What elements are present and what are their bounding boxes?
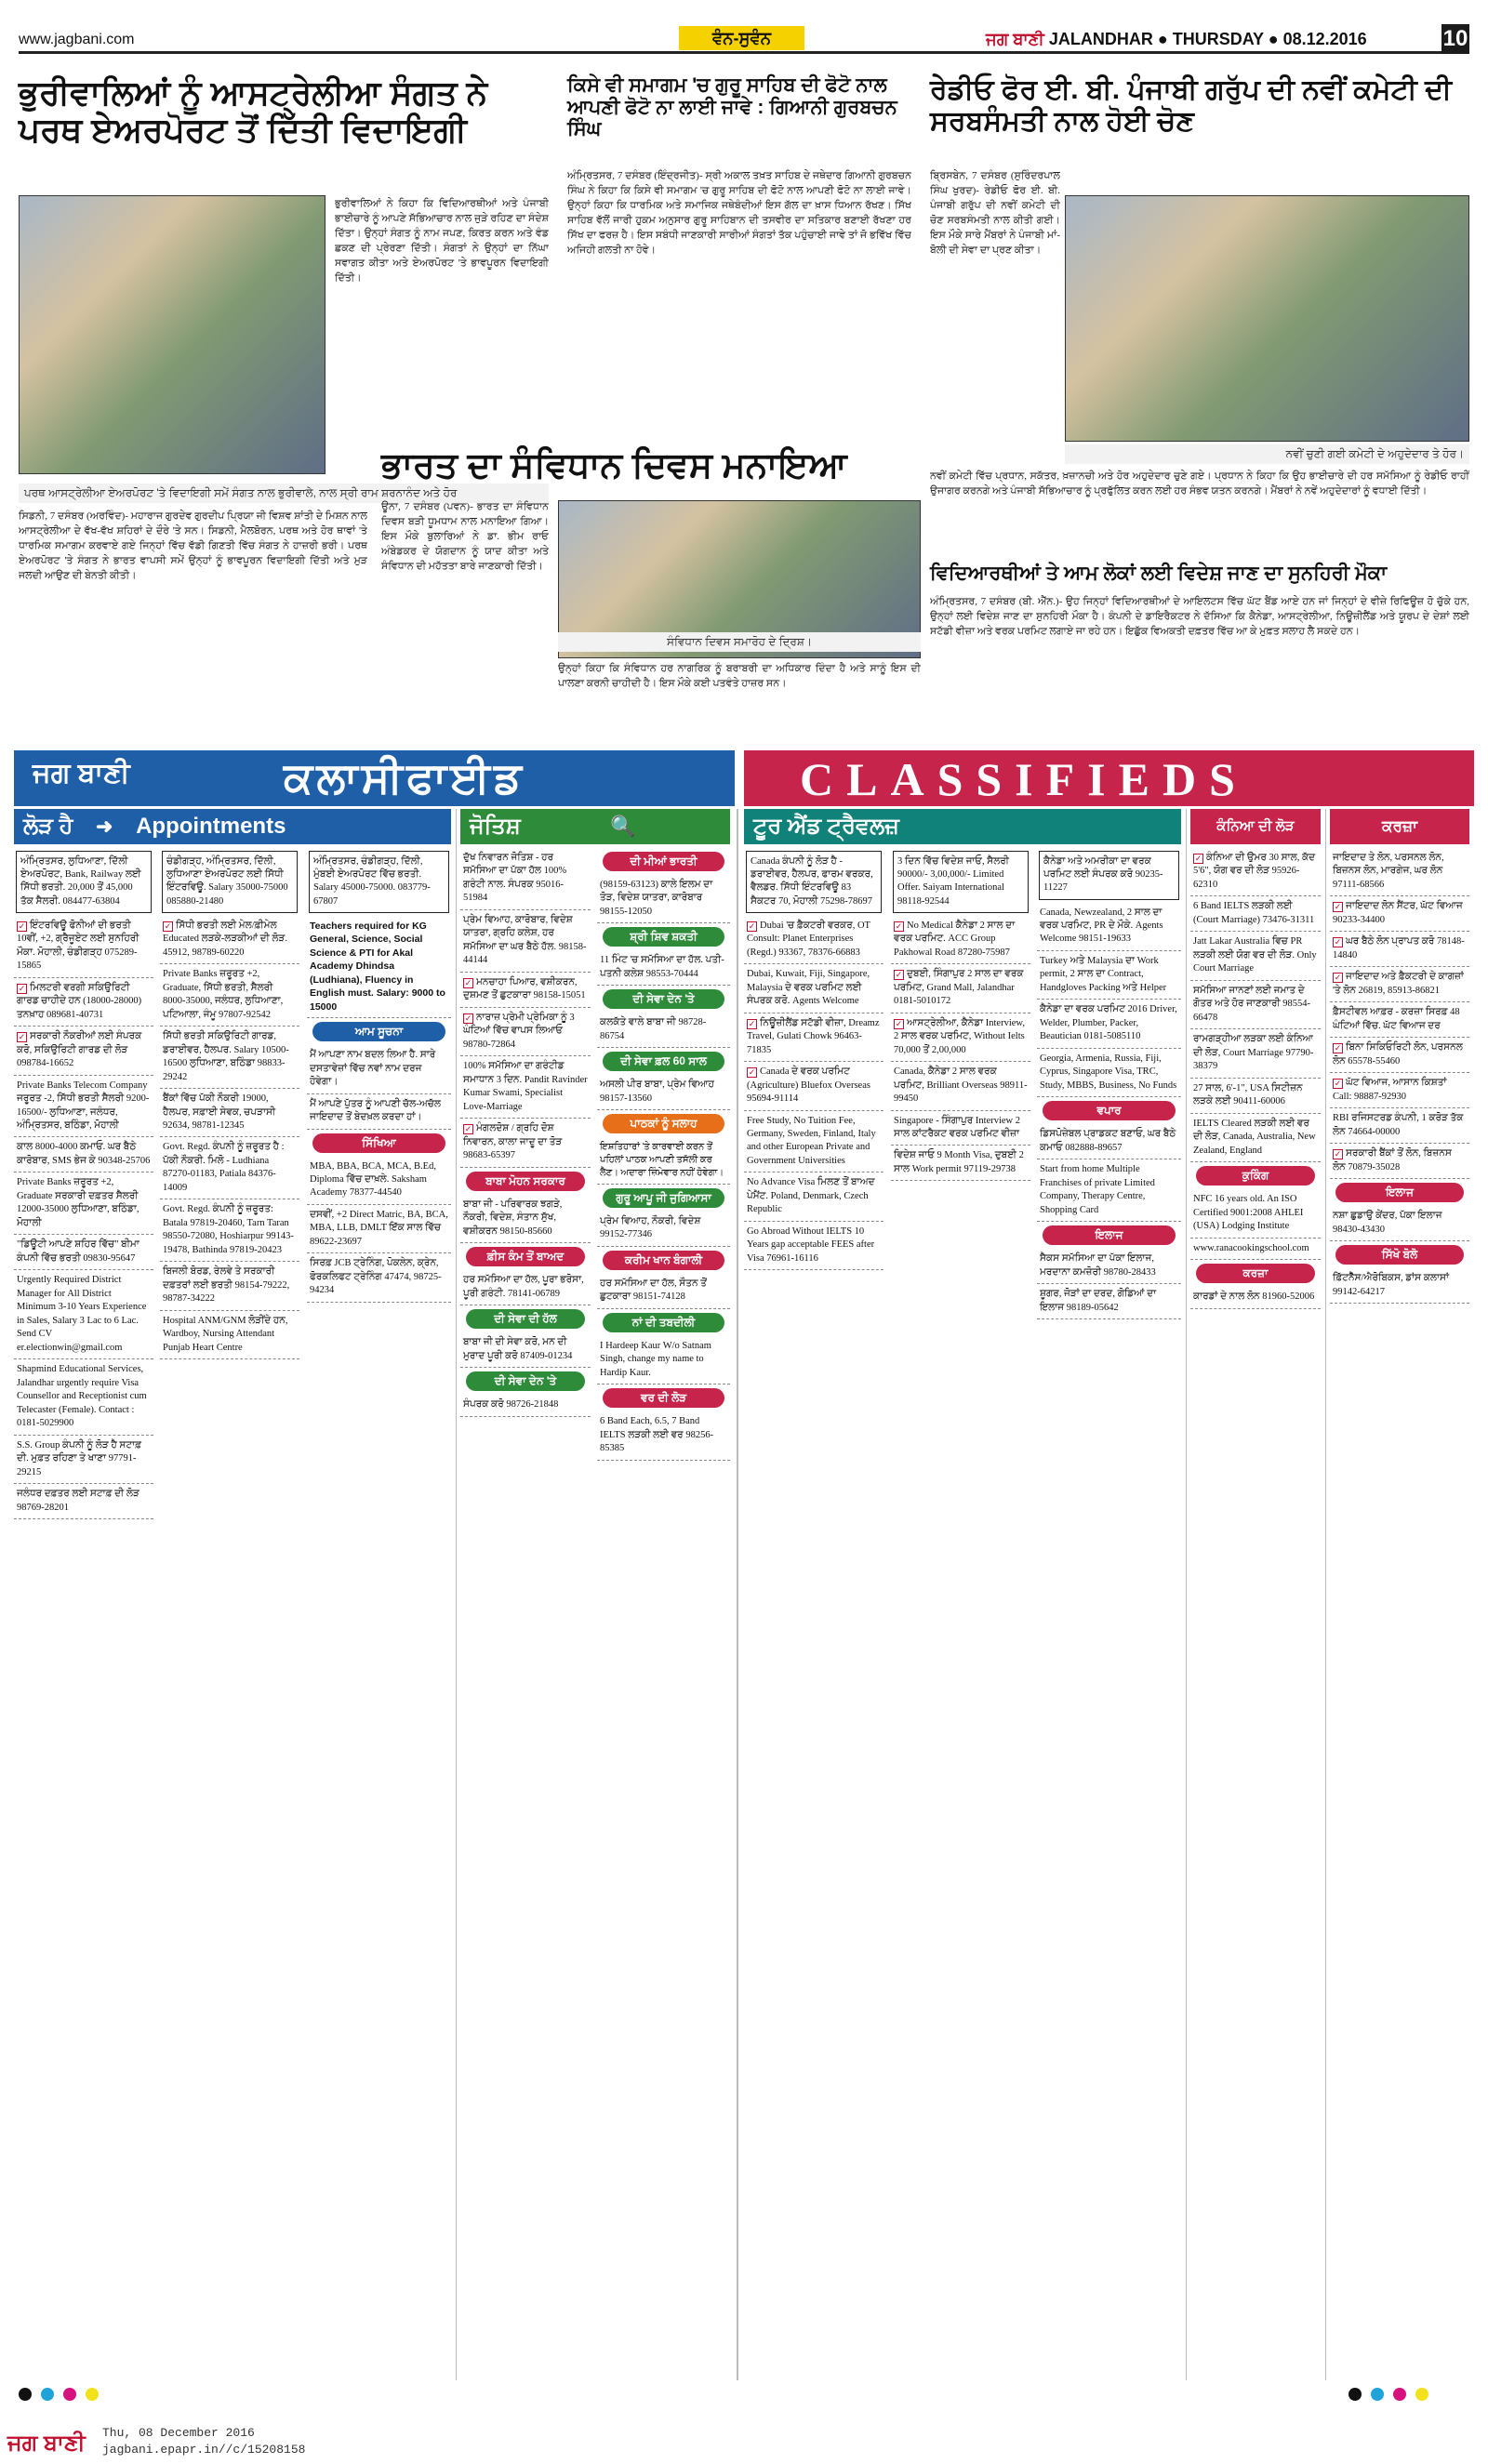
classified-ad[interactable]: IELTS Cleared ਲੜਕੀ ਲਈ ਵਰ ਦੀ ਲੋੜ, Canada, Australia, New Zealand, England — [1190, 1114, 1321, 1162]
classified-ad[interactable]: ਦਸਵੀਂ, +2 Direct Matric, BA, BCA, MBA, LLB, DMLT ਇੱਕ ਸਾਲ ਵਿੱਚ 89622-23697 — [307, 1205, 451, 1253]
site-url[interactable]: www.jagbani.com — [19, 32, 135, 47]
classified-ad[interactable]: ਮੈਂ ਆਪਣਾ ਨਾਮ ਬਦਲ ਲਿਆ ਹੈ. ਸਾਰੇ ਦਸਤਾਵੇਜ਼ਾਂ ਵਿੱਚ ਨਵਾਂ ਨਾਮ ਦਰਜ ਹੋਵੇਗਾ। — [307, 1045, 451, 1093]
subsection-label: ਵਰ ਦੀ ਲੋੜ — [603, 1388, 724, 1408]
classified-title-english: CLASSIFIEDS — [800, 753, 1248, 805]
classified-ad[interactable]: ✓ ਸਰਕਾਰੀ ਬੈਂਕਾਂ ਤੋਂ ਲੋਨ, ਬਿਜ਼ਨਸ ਲੋਨ 70879-35028 — [1330, 1144, 1469, 1179]
subsection-label: ਦੀ ਸੇਵਾ ਦੇਨ 'ਤੇ — [603, 989, 724, 1009]
classified-ad[interactable]: Turkey ਅਤੇ Malaysia ਦਾ Work permit, 2 ਸਾਲ ਦਾ Contract, Handgloves Packing ਅਤੇ Helper — [1037, 951, 1181, 1000]
registration-dot — [1348, 2388, 1362, 2401]
classified-ad[interactable]: 6 Band Each, 6.5, 7 Band IELTS ਲੜਕੀ ਲਈ ਵਰ 98256-85385 — [597, 1411, 730, 1460]
classified-ad[interactable]: 100% ਸਮੱਸਿਆ ਦਾ ਗਰੰਟੀਡ ਸਮਾਧਾਨ 3 ਦਿਨ. Pandit Ravinder Kumar Swami, Specialist Love-Marriage — [460, 1056, 591, 1119]
check-icon: ✓ — [464, 1013, 472, 1023]
check-icon: ✓ — [895, 1018, 903, 1028]
story-body: ਭੁਰੀਵਾਲਿਆਂ ਨੇ ਕਿਹਾ ਕਿ ਵਿਦਿਆਰਥੀਆਂ ਅਤੇ ਪੰਜਾਬੀ ਭਾਈਚਾਰੇ ਨੂੰ ਆਪਣੇ ਸੱਭਿਆਚਾਰ ਨਾਲ ਜੁੜੇ ਰਹਿਣ ਦਾ ਸੰਦੇਸ਼ ਦਿੱਤਾ। ਉਨ੍ਹਾਂ ਸੰਗਤ ਨੂੰ ਨਾਮ ਜਪਣ, ਕਿਰਤ ਕਰਨ ਅਤੇ ਵੰਡ ਛਕਣ ਦੀ ਪ੍ਰੇਰਣਾ ਦਿੱਤੀ। ਸੰਗਤਾਂ ਨੇ ਉਨ੍ਹਾਂ ਦਾ ਨਿੱਘਾ ਸਵਾਗਤ ਕੀਤਾ ਅਤੇ ਏਅਰਪੋਰਟ 'ਤੇ ਭਾਵਪੂਰਨ ਵਿਦਾਇਗੀ ਦਿੱਤੀ। — [335, 198, 549, 284]
classified-ad[interactable]: Hospital ANM/GNM ਲੋੜੀਂਦੇ ਹਨ, Wardboy, Nursing Attendant Punjab Heart Centre — [160, 1311, 299, 1359]
classified-right-band — [744, 750, 1474, 806]
page-number: 10 — [1442, 24, 1469, 54]
paper-logo: ਜਗ ਬਾਣੀ — [986, 30, 1044, 48]
classified-ad[interactable]: ਕਾਰਡਾਂ ਦੇ ਨਾਲ ਲੋਨ 81960-52006 — [1190, 1287, 1321, 1308]
classified-ad[interactable]: ਜਲੰਧਰ ਦਫ਼ਤਰ ਲਈ ਸਟਾਫ਼ ਦੀ ਲੋੜ 98769-28201 — [14, 1484, 153, 1519]
check-icon: ✓ — [748, 1018, 756, 1028]
column-divider — [1186, 809, 1187, 2380]
check-icon: ✓ — [18, 1032, 26, 1042]
column-header-travel[interactable] — [744, 809, 1181, 844]
check-icon: ✓ — [1334, 937, 1342, 947]
classified-ad[interactable]: 3 ਦਿਨ ਵਿੱਚ ਵਿਦੇਸ਼ ਜਾਓ, ਸੈਲਰੀ 90000/- 3,00,000/- Limited Offer. Saiyam International 98118-92544 — [893, 851, 1029, 913]
classified-ad[interactable]: (98159-63123) ਕਾਲੇ ਇਲਮ ਦਾ ਤੋੜ, ਵਿਦੇਸ਼ ਯਾਤਰਾ, ਕਾਰੋਬਾਰ 98155-12050 — [597, 875, 730, 923]
classified-ad[interactable]: ✓ ਘਰ ਬੈਠੇ ਲੋਨ ਪ੍ਰਾਪਤ ਕਰੋ 78148-14840 — [1330, 932, 1469, 967]
classified-ad[interactable]: www.ranacookingschool.com — [1190, 1239, 1321, 1260]
ads-column — [1190, 848, 1321, 2382]
story-headline[interactable]: ਰੇਡੀਓ ਫੋਰ ਈ. ਬੀ. ਪੰਜਾਬੀ ਗਰੁੱਪ ਦੀ ਨਵੀਂ ਕਮੇਟੀ ਦੀ ਸਰਬਸੰਮਤੀ ਨਾਲ ਹੋਈ ਚੋਣ — [930, 74, 1452, 137]
check-icon: ✓ — [1334, 1149, 1342, 1159]
column-title-english: Appointments — [136, 814, 286, 839]
magnifier-icon: 🔍 — [610, 815, 636, 838]
classified-ad[interactable]: Jatt Lakar Australia ਵਿਚ PR ਲੜਕੀ ਲਈ ਯੋਗ ਵਰ ਦੀ ਲੋੜ. Only Court Marriage — [1190, 932, 1321, 980]
story-body: ਅੰਮ੍ਰਿਤਸਰ, 7 ਦਸੰਬਰ (ਬੀ. ਐੱਨ.)- ਉਹ ਜਿਨ੍ਹਾਂ ਵਿਦਿਆਰਥੀਆਂ ਦੇ ਆਇਲਟਸ ਵਿੱਚ ਘੱਟ ਬੈਂਡ ਆਏ ਹਨ ਜਾਂ ਜਿਨ੍ਹਾਂ ਦੇ ਵੀਜ਼ੇ ਰਿਫਿਊਜ਼ ਹੋ ਚੁੱਕੇ ਹਨ, ਉਨ੍ਹਾਂ ਲਈ ਵਿਦੇਸ਼ ਜਾਣ ਦਾ ਸੁਨਹਿਰੀ ਮੌਕਾ ਹੈ। ਕੰਪਨੀ ਦੇ ਡਾਇਰੈਕਟਰ ਨੇ ਦੱਸਿਆ ਕਿ ਕੈਨੇਡਾ, ਆਸਟ੍ਰੇਲੀਆ, ਨਿਊਜ਼ੀਲੈਂਡ ਅਤੇ ਯੂਰਪ ਦੇ ਦੇਸ਼ਾਂ ਲਈ ਸਟੱਡੀ ਵੀਜ਼ਾ ਅਤੇ ਵਰਕ ਪਰਮਿਟ ਲਗਾਏ ਜਾ ਰਹੇ ਹਨ। ਇਛੁੱਕ ਵਿਅਕਤੀ ਦਫ਼ਤਰ ਵਿੱਚ ਆ ਕੇ ਮੁਫ਼ਤ ਸਲਾਹ ਲੈ ਸਕਦੇ ਹਨ। — [930, 596, 1469, 637]
footer-meta — [102, 2425, 305, 2457]
classified-ad[interactable]: ✓ ਬਿਨਾ ਸਿਕਿਓਰਿਟੀ ਲੋਨ, ਪਰਸਨਲ ਲੋਨ 65578-55460 — [1330, 1038, 1469, 1073]
classified-ad[interactable]: ✓ ਆਸਟ੍ਰੇਲੀਆ, ਕੈਨੇਡਾ Interview, 2 ਸਾਲ ਵਰਕ ਪਰਮਿਟ, Without Ielts 70,000 ਤੋਂ 2,00,000 — [891, 1013, 1030, 1062]
classified-ad[interactable]: Singapore - ਸਿੰਗਾਪੁਰ Interview 2 ਸਾਲ ਕਾਂਟਰੈਕਟ ਵਰਕ ਪਰਮਿਟ ਵੀਜ਼ਾ — [891, 1111, 1030, 1146]
story-headline[interactable]: ਵਿਦਿਆਰਥੀਆਂ ਤੇ ਆਮ ਲੋਕਾਂ ਲਈ ਵਿਦੇਸ਼ ਜਾਣ ਦਾ ਸੁਨਹਿਰੀ ਮੌਕਾ — [930, 563, 1388, 584]
ads-column — [1330, 848, 1469, 2382]
classified-ad[interactable]: ਬਿਜਲੀ ਬੋਰਡ, ਰੇਲਵੇ ਤੇ ਸਰਕਾਰੀ ਦਫ਼ਤਰਾਂ ਲਈ ਭਰਤੀ 98154-79222, 98787-34222 — [160, 1262, 299, 1310]
classified-ad[interactable]: ✓ ਇੰਟਰਵਿਊ ਫੋਨੀਆਂ ਦੀ ਭਰਤੀ 10ਵੀਂ, +2, ਗ੍ਰੈਜੂਏਟ ਲਈ ਸੁਨਹਿਰੀ ਮੌਕਾ. ਮੋਹਾਲੀ, ਚੰਡੀਗੜ੍ਹ 075289-15865 — [14, 916, 153, 978]
classified-ad[interactable]: Private Banks Telecom Company ਜਰੂਰਤ -2, ਸਿੱਧੀ ਭਰਤੀ ਸੈਲਰੀ 9200-16500/- ਲੁਧਿਆਣਾ, ਜਲੰਧਰ, ਅੰਮ੍ਰਿਤਸਰ, ਬਠਿੰਡਾ, ਮੋਹਾਲੀ — [14, 1076, 153, 1138]
classified-ad[interactable]: ✓ ਮਿਲਟਰੀ ਵਰਗੀ ਸਕਿਉਰਿਟੀ ਗਾਰਡ ਚਾਹੀਦੇ ਹਨ (18000-28000) ਤਨਖ਼ਾਹ 089681-40731 — [14, 978, 153, 1027]
classified-ad[interactable]: ✓ ਜਾਇਦਾਦ ਲੋਨ ਸੈਂਟਰ, ਘੱਟ ਵਿਆਜ 90233-34400 — [1330, 896, 1469, 932]
registration-dot — [1415, 2388, 1428, 2401]
photo-caption: ਨਵੀਂ ਚੁਣੀ ਗਈ ਕਮੇਟੀ ਦੇ ਅਹੁਦੇਦਾਰ ਤੇ ਹੋਰ। — [1065, 444, 1469, 464]
print-registration-marks — [1348, 2388, 1434, 2405]
story-body: ਬ੍ਰਿਸਬੇਨ, 7 ਦਸੰਬਰ (ਸੁਰਿੰਦਰਪਾਲ ਸਿੰਘ ਖੁਰਦ)- ਰੇਡੀਓ ਫੋਰ ਈ. ਬੀ. ਪੰਜਾਬੀ ਗਰੁੱਪ ਦੀ ਨਵੀਂ ਕਮੇਟੀ ਦੀ ਚੋਣ ਸਰਬਸੰਮਤੀ ਨਾਲ ਕੀਤੀ ਗਈ। ਇਸ ਮੌਕੇ ਸਾਰੇ ਮੈਂਬਰਾਂ ਨੇ ਪੰਜਾਬੀ ਮਾਂ-ਬੋਲੀ ਦੀ ਸੇਵਾ ਦਾ ਪ੍ਰਣ ਕੀਤਾ। — [930, 170, 1060, 256]
classified-ad[interactable]: ✓ ਸਰਕਾਰੀ ਨੌਕਰੀਆਂ ਲਈ ਸੰਪਰਕ ਕਰੋ, ਸਕਿਉਰਿਟੀ ਗਾਰਡ ਦੀ ਲੋੜ 098784-16652 — [14, 1027, 153, 1075]
check-icon: ✓ — [1194, 854, 1202, 863]
classified-ad[interactable]: ✓ ਸਿੱਧੀ ਭਰਤੀ ਲਈ ਮੇਲ/ਫ਼ੀਮੇਲ Educated ਲੜਕੇ-ਲੜਕੀਆਂ ਦੀ ਲੋੜ. 45912, 98789-60220 — [160, 916, 299, 964]
classified-ad[interactable]: ਅੰਮ੍ਰਿਤਸਰ, ਚੰਡੀਗੜ੍ਹ, ਦਿੱਲੀ, ਮੁੰਬਈ ਏਅਰਪੋਰਟ ਵਿੱਚ ਭਰਤੀ. Salary 45000-75000. 083779-67807 — [309, 851, 449, 913]
classified-ad[interactable]: ਡਿਸਪੋਜ਼ੇਬਲ ਪ੍ਰਾਡਕਟ ਬਣਾਓ, ਘਰ ਬੈਠੇ ਕਮਾਓ 082888-89657 — [1037, 1124, 1181, 1159]
classified-ad[interactable]: I Hardeep Kaur W/o Satnam Singh, change my name to Hardip Kaur. — [597, 1336, 730, 1384]
story-body: ਨਵੀਂ ਕਮੇਟੀ ਵਿੱਚ ਪ੍ਰਧਾਨ, ਸਕੱਤਰ, ਖ਼ਜ਼ਾਨਚੀ ਅਤੇ ਹੋਰ ਅਹੁਦੇਦਾਰ ਚੁਣੇ ਗਏ। ਪ੍ਰਧਾਨ ਨੇ ਕਿਹਾ ਕਿ ਉਹ ਭਾਈਚਾਰੇ ਦੀ ਹਰ ਸਮੱਸਿਆ ਨੂੰ ਰੇਡੀਓ ਰਾਹੀਂ ਉਜਾਗਰ ਕਰਨਗੇ ਅਤੇ ਪੰਜਾਬੀ ਸੱਭਿਆਚਾਰ ਨੂੰ ਪ੍ਰਫੁੱਲਿਤ ਕਰਨ ਲਈ ਹਰ ਸੰਭਵ ਯਤਨ ਕਰਨਗੇ। ਮੈਂਬਰਾਂ ਨੇ ਨਵੇਂ ਅਹੁਦੇਦਾਰਾਂ ਨੂੰ ਵਧਾਈ ਦਿੱਤੀ। — [930, 470, 1469, 497]
classified-ad[interactable]: ✓ ਨਾਰਾਜ਼ ਪ੍ਰੇਮੀ ਪ੍ਰੇਮਿਕਾ ਨੂੰ 3 ਘੰਟਿਆਂ ਵਿੱਚ ਵਾਪਸ ਲਿਆਓ 98780-72864 — [460, 1008, 591, 1056]
story-body: ਸਿਡਨੀ, 7 ਦਸੰਬਰ (ਅਰਵਿੰਦ)- ਮਹਾਰਾਜ ਗੁਰਦੇਵ ਗੁਰਦੀਪ ਪ੍ਰਿਯਾ ਜੀ ਵਿਸ਼ਵ ਸ਼ਾਂਤੀ ਦੇ ਮਿਸ਼ਨ ਨਾਲ ਆਸਟ੍ਰੇਲੀਆ ਦੇ ਵੱਖ-ਵੱਖ ਸ਼ਹਿਰਾਂ ਦੇ ਦੌਰੇ 'ਤੇ ਸਨ। ਸਿਡਨੀ, ਮੈਲਬੋਰਨ, ਪਰਥ ਅਤੇ ਹੋਰ ਥਾਵਾਂ 'ਤੇ ਧਾਰਮਿਕ ਸਮਾਗਮ ਕਰਵਾਏ ਗਏ ਜਿਨ੍ਹਾਂ ਵਿੱਚ ਵੱਡੀ ਗਿਣਤੀ ਵਿੱਚ ਸੰਗਤ ਨੇ ਹਾਜ਼ਰੀ ਭਰੀ। ਪਰਥ ਏਅਰਪੋਰਟ 'ਤੇ ਸੰਗਤ ਨੇ ਭਾਰਤ ਵਾਪਸੀ ਸਮੇਂ ਉਨ੍ਹਾਂ ਨੂੰ ਭਾਵਪੂਰਨ ਵਿਦਾਇਗੀ ਦਿੱਤੀ ਅਤੇ ਮੁੜ ਜਲਦੀ ਆਉਣ ਦੀ ਬੇਨਤੀ ਕੀਤੀ। — [19, 510, 367, 581]
subsection-label: ਬਾਬਾ ਮੋਹਨ ਸਰਕਾਰ — [466, 1172, 585, 1191]
footer-date: Thu, 08 December 2016 — [102, 2426, 255, 2440]
column-header-matrimonial[interactable]: ਕੰਨਿਆ ਦੀ ਲੋੜ — [1190, 809, 1321, 844]
classified-ad[interactable]: NFC 16 years old. An ISO Certified 9001:2008 AHLEI (USA) Lodging Institute — [1190, 1189, 1321, 1238]
check-icon: ✓ — [18, 983, 26, 993]
classified-ad[interactable]: ✓ ਕੰਨਿਆ ਦੀ ਉਮਰ 30 ਸਾਲ, ਕੱਦ 5'6", ਯੋਗ ਵਰ ਦੀ ਲੋੜ 95926-62310 — [1190, 848, 1321, 896]
classified-ad[interactable]: Govt. Regd. ਕੰਪਨੀ ਨੂੰ ਜ਼ਰੂਰਤ ਹੈ : ਪੱਕੀ ਨੌਕਰੀ. ਮਿਲੋ - Ludhiana 87270-01183, Patiala 84376-14009 — [160, 1137, 299, 1199]
classified-ad[interactable]: ਮੈਂ ਆਪਣੇ ਪੁੱਤਰ ਨੂੰ ਆਪਣੀ ਚੱਲ-ਅਚੱਲ ਜਾਇਦਾਦ ਤੋਂ ਬੇਦਖ਼ਲ ਕਰਦਾ ਹਾਂ। — [307, 1094, 451, 1130]
story-body: ਊਨਾ, 7 ਦਸੰਬਰ (ਪਵਨ)- ਭਾਰਤ ਦਾ ਸੰਵਿਧਾਨ ਦਿਵਸ ਬੜੀ ਧੂਮਧਾਮ ਨਾਲ ਮਨਾਇਆ ਗਿਆ। ਇਸ ਮੌਕੇ ਬੁਲਾਰਿਆਂ ਨੇ ਡਾ. ਭੀਮ ਰਾਓ ਅੰਬੇਡਕਰ ਦੇ ਯੋਗਦਾਨ ਨੂੰ ਯਾਦ ਕੀਤਾ ਅਤੇ ਸੰਵਿਧਾਨ ਦੀ ਮਹੱਤਤਾ ਬਾਰੇ ਜਾਣਕਾਰੀ ਦਿੱਤੀ। — [381, 501, 549, 572]
classified-ad[interactable]: Teachers required for KG General, Science, Social Science & PTI for Akal Academy Dhindsa (Ludhiana), Fluency in English must. Salary: 9000 to 15000 — [307, 916, 451, 1018]
classified-ad[interactable]: Go Abroad Without IELTS 10 Years gap acceptable FEES after Visa 76961-16116 — [744, 1222, 884, 1270]
classified-ad[interactable]: ਹਰ ਸਮੱਸਿਆ ਦਾ ਹੱਲ, ਪੂਰਾ ਭਰੋਸਾ, ਪੂਰੀ ਗਰੰਟੀ. 78141-06789 — [460, 1270, 591, 1305]
subsection-label: ਇਲਾਜ — [1335, 1183, 1464, 1202]
photo-caption: ਸੰਵਿਧਾਨ ਦਿਵਸ ਸਮਾਰੋਹ ਦੇ ਦ੍ਰਿਸ਼। — [558, 632, 921, 652]
column-divider — [1325, 809, 1326, 2380]
footer-logo: ਜਗ ਬਾਣੀ — [7, 2431, 86, 2456]
registration-dot — [41, 2388, 54, 2401]
column-divider — [456, 809, 457, 2380]
classified-ad[interactable]: ✓ Canada ਦੇ ਵਰਕ ਪਰਮਿਟ (Agriculture) Bluefox Overseas 95694-91114 — [744, 1062, 884, 1110]
ads-column — [307, 848, 451, 2382]
subsection-label: ਕਰਜ਼ਾ — [1196, 1264, 1315, 1283]
classified-ad[interactable]: Private Banks ਜ਼ਰੂਰਤ +2, Graduate, ਸਿੱਧੀ ਭਰਤੀ, ਸੈਲਰੀ 8000-35000, ਜਲੰਧਰ, ਲੁਧਿਆਣਾ, ਪਟਿਆਲਾ, ਜੰਮੂ 97807-92542 — [160, 964, 299, 1027]
column-header-astrology[interactable] — [460, 809, 730, 844]
ads-column — [744, 848, 884, 2382]
paper-info — [986, 30, 1367, 49]
classified-brand: ਜਗ ਬਾਣੀ — [33, 758, 130, 788]
classified-ad[interactable]: ਦੁੱਖ ਨਿਵਾਰਨ ਜੋਤਿਸ਼ - ਹਰ ਸਮੱਸਿਆ ਦਾ ਪੱਕਾ ਹੱਲ 100% ਗਰੰਟੀ ਨਾਲ. ਸੰਪਰਕ 95016-51984 — [460, 848, 591, 910]
classified-ad[interactable]: Canada, ਕੈਨੇਡਾ 2 ਸਾਲ ਵਰਕ ਪਰਮਿਟ, Brilliant Overseas 98911-99450 — [891, 1062, 1030, 1110]
subsection-label: ਆਮ ਸੂਚਨਾ — [312, 1022, 445, 1041]
check-icon: ✓ — [748, 1067, 756, 1078]
column-header-jobs[interactable] — [14, 809, 451, 844]
subsection-label: ਫ਼ੀਸ ਕੰਮ ਤੋਂ ਬਾਅਦ — [466, 1247, 585, 1266]
classified-ad[interactable]: ਚੰਡੀਗੜ੍ਹ, ਅੰਮ੍ਰਿਤਸਰ, ਦਿੱਲੀ, ਲੁਧਿਆਣਾ ਏਅਰਪੋਰਟ ਲਈ ਸਿੱਧੀ ਇੰਟਰਵਿਊ. Salary 35000-75000 085880-21480 — [162, 851, 298, 913]
classified-ad[interactable]: ਅੰਮ੍ਰਿਤਸਰ, ਲੁਧਿਆਣਾ, ਦਿੱਲੀ ਏਅਰਪੋਰਟ, Bank, Railway ਲਈ ਸਿੱਧੀ ਭਰਤੀ. 20,000 ਤੋਂ 45,000 ਤੱਕ ਸੈਲਰੀ. 084477-63804 — [16, 851, 152, 913]
classified-ad[interactable]: Urgently Required District Manager for All District Minimum 3-10 Years Experience in Sales, Salary 3 Lac to 6 Lac. Send CV er.electionwin@gmail.com — [14, 1270, 153, 1359]
classified-ad[interactable]: ਰਾਮਗੜ੍ਹੀਆ ਲੜਕਾ ਲਈ ਕੰਨਿਆ ਦੀ ਲੋੜ, Court Marriage 97790-38379 — [1190, 1029, 1321, 1078]
story-headline[interactable]: ਕਿਸੇ ਵੀ ਸਮਾਗਮ 'ਚ ਗੁਰੂ ਸਾਹਿਬ ਦੀ ਫੋਟੋ ਨਾਲ ਆਪਣੀ ਫੋਟੋ ਨਾ ਲਾਈ ਜਾਵੇ : ਗਿਆਨੀ ਗੁਰਬਚਨ ਸਿੰਘ — [567, 74, 897, 140]
classified-banner — [14, 750, 1474, 806]
masthead — [19, 26, 1469, 54]
classified-ad[interactable]: Canada ਕੰਪਨੀ ਨੂੰ ਲੋੜ ਹੈ - ਡਰਾਈਵਰ, ਹੈਲਪਰ, ਫਾਰਮ ਵਰਕਰ, ਵੈਲਡਰ. ਸਿੱਧੀ ਇੰਟਰਵਿਊ 83 ਸੈਕਟਰ 70, ਮੋਹਾਲੀ 75298-78697 — [746, 851, 882, 913]
classified-ad[interactable]: ਪ੍ਰੇਮ ਵਿਆਹ, ਨੌਕਰੀ, ਵਿਦੇਸ਼ 99152-77346 — [597, 1212, 730, 1247]
column-title: ਟੂਰ ਐਂਡ ਟ੍ਰੈਵਲਜ਼ — [753, 814, 899, 839]
check-icon: ✓ — [464, 977, 472, 987]
section-tag: ਵੰਨ-ਸੁਵੰਨ — [679, 26, 804, 50]
footer — [0, 2418, 1488, 2464]
subsection-label: ਕਰੀਮ ਖਾਨ ਬੰਗਾਲੀ — [603, 1251, 724, 1270]
subsection-label: ਦੀ ਸੇਵਾ ਦੇਨ 'ਤੇ — [466, 1371, 585, 1391]
classified-ad[interactable]: ਕਾਲ 8000-4000 ਕਮਾਓ. ਘਰ ਬੈਠੇ ਕਾਰੋਬਾਰ, SMS ਭੇਜ ਕੇ 90348-25706 — [14, 1137, 153, 1172]
classified-ad[interactable]: ਪ੍ਰੇਮ ਵਿਆਹ, ਕਾਰੋਬਾਰ, ਵਿਦੇਸ਼ ਯਾਤਰਾ, ਗ੍ਰਹਿ ਕਲੇਸ਼, ਹਰ ਸਮੱਸਿਆ ਦਾ ਘਰ ਬੈਠੇ ਹੱਲ. 98158-44144 — [460, 910, 591, 973]
classified-ad[interactable]: ਸਿੱਧੀ ਭਰਤੀ ਸਕਿਉਰਿਟੀ ਗਾਰਡ, ਡਰਾਈਵਰ, ਹੈਲਪਰ. Salary 10500-16500 ਲੁਧਿਆਣਾ, ਬਠਿੰਡਾ 98833-29242 — [160, 1027, 299, 1089]
column-header-loans[interactable]: ਕਰਜ਼ਾ — [1330, 809, 1469, 844]
classified-ad[interactable]: ✓ No Medical ਕੈਨੇਡਾ 2 ਸਾਲ ਦਾ ਵਰਕ ਪਰਮਿਟ. ACC Group Pakhowal Road 87280-75987 — [891, 916, 1030, 964]
classified-ad[interactable]: ਸਮੱਸਿਆ ਜਾਨਣਾਂ ਲਈ ਜਮਾਤ ਦੇ ਗੋਤਰ ਅਤੇ ਹੋਰ ਜਾਣਕਾਰੀ 98554-66478 — [1190, 981, 1321, 1029]
classified-ad[interactable]: 11 ਮਿੰਟ 'ਚ ਸਮੱਸਿਆ ਦਾ ਹੱਲ. ਪਤੀ-ਪਤਨੀ ਕਲੇਸ਼ 98553-70444 — [597, 950, 730, 986]
classified-ad[interactable]: Govt. Regd. ਕੰਪਨੀ ਨੂੰ ਜ਼ਰੂਰਤ: Batala 97819-20460, Tarn Taran 98550-72080, Hoshiarpur 99143-19478, Bathinda 97819-20423 — [160, 1199, 299, 1262]
subsection-label: ਨਾਂ ਦੀ ਤਬਦੀਲੀ — [603, 1313, 724, 1332]
registration-dot — [86, 2388, 99, 2401]
classified-ad[interactable]: 27 ਸਾਲ, 6'-1", USA ਸਿਟੀਜ਼ਨ ਲੜਕੇ ਲਈ 90411-60006 — [1190, 1079, 1321, 1114]
classified-ad[interactable]: Private Banks ਜ਼ਰੂਰਤ +2, Graduate ਸਰਕਾਰੀ ਦਫ਼ਤਰ ਸੈਲਰੀ 12000-35000 ਲੁਧਿਆਣਾ, ਬਠਿੰਡਾ, ਮੋਹਾਲੀ — [14, 1172, 153, 1235]
subsection-label: ਸਿੱਖੋ ਬੋਲੋ — [1335, 1245, 1464, 1265]
classified-ad[interactable]: ਸੰਪਰਕ ਕਰੋ 98726-21848 — [460, 1395, 591, 1416]
story-body: ਅੰਮ੍ਰਿਤਸਰ, 7 ਦਸੰਬਰ (ਇੰਦ੍ਰਜੀਤ)- ਸ੍ਰੀ ਅਕਾਲ ਤਖ਼ਤ ਸਾਹਿਬ ਦੇ ਜਥੇਦਾਰ ਗਿਆਨੀ ਗੁਰਬਚਨ ਸਿੰਘ ਨੇ ਕਿਹਾ ਕਿ ਕਿਸੇ ਵੀ ਸਮਾਗਮ 'ਚ ਗੁਰੂ ਸਾਹਿਬ ਦੀ ਫੋਟੋ ਨਾਲ ਆਪਣੀ ਫੋਟੋ ਨਾ ਲਾਈ ਜਾਵੇ। ਉਨ੍ਹਾਂ ਕਿਹਾ ਕਿ ਧਾਰਮਿਕ ਅਤੇ ਸਮਾਜਿਕ ਜਥੇਬੰਦੀਆਂ ਇਸ ਗੱਲ ਦਾ ਖ਼ਾਸ ਧਿਆਨ ਰੱਖਣ। ਸਿੱਖ ਸਾਹਿਬ ਵੱਲੋਂ ਜਾਰੀ ਹੁਕਮ ਅਨੁਸਾਰ ਗੁਰੂ ਸਾਹਿਬਾਨ ਦੀ ਤਸਵੀਰ ਦਾ ਸਤਿਕਾਰ ਬਣਾਈ ਰੱਖਣਾ ਹਰ ਸਿੱਖ ਦਾ ਫਰਜ਼ ਹੈ। ਇਸ ਸਬੰਧੀ ਜਾਣਕਾਰੀ ਸਾਰੀਆਂ ਸੰਗਤਾਂ ਤੱਕ ਪਹੁੰਚਾਈ ਜਾਵੇ ਤਾਂ ਜੋ ਭਵਿੱਖ ਵਿੱਚ ਅਜਿਹੀ ਗਲਤੀ ਨਾ ਹੋਵੇ। — [567, 170, 911, 256]
ads-column — [160, 848, 299, 2382]
classified-ad[interactable]: ✓ ਘੱਟ ਵਿਆਜ, ਆਸਾਨ ਕਿਸ਼ਤਾਂ Call: 98887-92930 — [1330, 1073, 1469, 1108]
classified-ad[interactable]: ਹਰ ਸਮੱਸਿਆ ਦਾ ਹੱਲ, ਸੌਤਨ ਤੋਂ ਛੁਟਕਾਰਾ 98151-74128 — [597, 1274, 730, 1309]
classified-ad[interactable]: "ਡਿਊਟੀ ਆਪਣੇ ਸ਼ਹਿਰ ਵਿੱਚ" ਬੀਮਾ ਕੰਪਨੀ ਵਿੱਚ ਭਰਤੀ 09830-95647 — [14, 1235, 153, 1270]
classified-ad[interactable]: S.S. Group ਕੰਪਨੀ ਨੂੰ ਲੋੜ ਹੈ ਸਟਾਫ਼ ਦੀ. ਮੁਫ਼ਤ ਰਹਿਣਾ ਤੇ ਖਾਣਾ 97791-29215 — [14, 1436, 153, 1484]
subsection-label: ਕੁਕਿੰਗ — [1196, 1166, 1315, 1186]
registration-dot — [1393, 2388, 1406, 2401]
story-body: ਉਨ੍ਹਾਂ ਕਿਹਾ ਕਿ ਸੰਵਿਧਾਨ ਹਰ ਨਾਗਰਿਕ ਨੂੰ ਬਰਾਬਰੀ ਦਾ ਅਧਿਕਾਰ ਦਿੰਦਾ ਹੈ ਅਤੇ ਸਾਨੂੰ ਇਸ ਦੀ ਪਾਲਣਾ ਕਰਨੀ ਚਾਹੀਦੀ ਹੈ। ਇਸ ਮੌਕੇ ਕਈ ਪਤਵੰਤੇ ਹਾਜ਼ਰ ਸਨ। — [558, 663, 921, 689]
ads-column — [1037, 848, 1181, 2382]
classified-ad[interactable]: ✓ ਜਾਇਦਾਦ ਅਤੇ ਫ਼ੈਕਟਰੀ ਦੇ ਕਾਗਜ਼ਾਂ 'ਤੇ ਲੋਨ 26819, 85913-86821 — [1330, 967, 1469, 1002]
classified-ad[interactable]: No Advance Visa ਮਿਲਣ ਤੋਂ ਬਾਅਦ ਪੇਮੈਂਟ. Poland, Denmark, Czech Republic — [744, 1172, 884, 1221]
classified-left-band — [14, 750, 735, 806]
subsection-label: ਦੀ ਮੀਆਂ ਭਾਰਤੀ — [603, 852, 724, 871]
classified-ad[interactable]: ਸ਼ੂਗਰ, ਜੋੜਾਂ ਦਾ ਦਰਦ, ਗੋਡਿਆਂ ਦਾ ਇਲਾਜ 98189-05642 — [1037, 1284, 1181, 1319]
subsection-label: ਇਲਾਜ — [1043, 1225, 1176, 1245]
subsection-label: ਵਪਾਰ — [1043, 1101, 1176, 1120]
classified-ad[interactable]: ਫ਼ੈਸਟੀਵਲ ਆਫ਼ਰ - ਕਰਜ਼ਾ ਸਿਰਫ਼ 48 ਘੰਟਿਆਂ ਵਿੱਚ. ਘੱਟ ਵਿਆਜ ਦਰ — [1330, 1002, 1469, 1038]
classified-ad[interactable]: RBI ਰਜਿਸਟਰਡ ਕੰਪਨੀ, 1 ਕਰੋੜ ਤੱਕ ਲੋਨ 74664-00000 — [1330, 1108, 1469, 1144]
classified-ad[interactable]: ਜਾਇਦਾਦ ਤੇ ਲੋਨ, ਪਰਸਨਲ ਲੋਨ, ਬਿਜ਼ਨਸ ਲੋਨ, ਮਾਰਗੇਜ, ਘਰ ਲੋਨ 97111-68566 — [1330, 848, 1469, 896]
classified-ad[interactable]: ✓ ਨਿਊਜ਼ੀਲੈਂਡ ਸਟੱਡੀ ਵੀਜ਼ਾ, Dreamz Travel, Gulati Chowk 96463-71835 — [744, 1013, 884, 1062]
subsection-label: ਦੀ ਸੇਵਾ ਫ਼ਲ 60 ਸਾਲ — [603, 1052, 724, 1071]
classified-ad[interactable]: ਬਾਬਾ ਜੀ ਦੀ ਸੇਵਾ ਕਰੋ, ਮਨ ਦੀ ਮੁਰਾਦ ਪੂਰੀ ਕਰੋ 87409-01234 — [460, 1332, 591, 1368]
check-icon: ✓ — [895, 921, 903, 931]
classified-ad[interactable]: ਸੈਕਸ ਸਮੱਸਿਆ ਦਾ ਪੱਕਾ ਇਲਾਜ, ਮਰਦਾਨਾ ਕਮਜ਼ੋਰੀ 98780-28433 — [1037, 1249, 1181, 1284]
classified-ad[interactable]: Dubai, Kuwait, Fiji, Singapore, Malaysia ਦੇ ਵਰਕ ਪਰਮਿਟ ਲਈ ਸੰਪਰਕ ਕਰੋ. Agents Welcome — [744, 964, 884, 1013]
classified-ad[interactable]: ਸਿਰਫ਼ JCB ਟ੍ਰੇਨਿੰਗ, ਪੋਕਲੇਨ, ਕ੍ਰੇਨ, ਫੋਰਕਲਿਫਟ ਟ੍ਰੇਨਿੰਗ 47474, 98725-94234 — [307, 1253, 451, 1302]
subsection-label: ਗੁਰੂ ਆਪੂ ਜੀ ਜੁਗਿਆਸਾ — [603, 1188, 724, 1208]
classified-ad[interactable]: ਕੈਨੇਡਾ ਅਤੇ ਅਮਰੀਕਾ ਦਾ ਵਰਕ ਪਰਮਿਟ ਲਈ ਸੰਪਰਕ ਕਰੋ 90235-11227 — [1039, 851, 1179, 900]
classified-ad[interactable]: Georgia, Armenia, Russia, Fiji, Cyprus, Singapore Visa, TRC, Study, MBBS, Business, No Funds — [1037, 1049, 1181, 1097]
story-photo — [19, 195, 326, 474]
check-icon: ✓ — [1334, 1079, 1342, 1089]
photo-caption: ਪਰਥ ਆਸਟ੍ਰੇਲੀਆ ਏਅਰਪੋਰਟ 'ਤੇ ਵਿਦਾਇਗੀ ਸਮੇਂ ਸੰਗਤ ਨਾਲ ਭੁਰੀਵਾਲੇ, ਨਾਲ ਸ੍ਰੀ ਰਾਮ ਸ਼ਰਨਾਨੰਦ ਅਤੇ ਹੋਰ — [19, 484, 549, 503]
subsection-label: ਸਿੱਖਿਆ — [312, 1133, 445, 1153]
classified-ad[interactable]: ✓ Dubai 'ਚ ਫ਼ੈਕਟਰੀ ਵਰਕਰ, OT Consult: Planet Enterprises (Regd.) 93367, 78376-66883 — [744, 916, 884, 964]
classified-ad[interactable]: ਵਿਦੇਸ਼ ਜਾਓ 9 Month Visa, ਦੁਬਈ 2 ਸਾਲ Work permit 97119-29738 — [891, 1146, 1030, 1181]
classified-ad[interactable]: ✓ ਦੁਬਈ, ਸਿੰਗਾਪੁਰ 2 ਸਾਲ ਦਾ ਵਰਕ ਪਰਮਿਟ, Grand Mall, Jalandhar 0181-5010172 — [891, 964, 1030, 1013]
ads-column — [597, 848, 730, 2382]
story-photo — [1065, 195, 1469, 442]
check-icon: ✓ — [1334, 902, 1342, 912]
classified-ad[interactable]: ✓ ਮੰਗਲਦੋਸ਼ / ਗ੍ਰਹਿ ਦੋਸ਼ ਨਿਵਾਰਨ, ਕਾਲਾ ਜਾਦੂ ਦਾ ਤੋੜ 98683-65397 — [460, 1119, 591, 1167]
classified-ad[interactable]: MBA, BBA, BCA, MCA, B.Ed, Diploma ਵਿੱਚ ਦਾਖ਼ਲੇ. Saksham Academy 78377-44540 — [307, 1157, 451, 1205]
classified-ad[interactable]: ਕਲਕੱਤੇ ਵਾਲੇ ਬਾਬਾ ਜੀ 98728-86754 — [597, 1013, 730, 1048]
classified-ad[interactable]: ✓ ਮਨਚਾਹਾ ਪਿਆਰ, ਵਸ਼ੀਕਰਨ, ਦੁਸ਼ਮਣ ਤੋਂ ਛੁਟਕਾਰਾ 98158-15051 — [460, 973, 591, 1008]
registration-dot — [63, 2388, 76, 2401]
classified-ad[interactable]: ਕੈਨੇਡਾ ਦਾ ਵਰਕ ਪਰਮਿਟ 2016 Driver, Welder, Plumber, Packer, Beautician 0181-5085110 — [1037, 1000, 1181, 1048]
story-headline[interactable]: ਭਾਰਤ ਦਾ ਸੰਵਿਧਾਨ ਦਿਵਸ ਮਨਾਇਆ — [381, 446, 847, 485]
classified-ad[interactable]: 6 Band IELTS ਲੜਕੀ ਲਈ (Court Marriage) 73476-31311 — [1190, 896, 1321, 932]
classified-ad[interactable]: Canada, Newzealand, 2 ਸਾਲ ਦਾ ਵਰਕ ਪਰਮਿਟ, PR ਦੇ ਮੌਕੇ. Agents Welcome 98151-19633 — [1037, 903, 1181, 951]
check-icon: ✓ — [1334, 1043, 1342, 1053]
subsection-label: ਦੀ ਸੇਵਾ ਦੀ ਹੱਲ — [466, 1309, 585, 1329]
classified-ad[interactable]: ਨਸ਼ਾ ਛੁਡਾਉ ਕੇਂਦਰ, ਪੱਕਾ ਇਲਾਜ 98430-43430 — [1330, 1206, 1469, 1241]
classified-ad[interactable]: ਇਸ਼ਤਿਹਾਰਾਂ 'ਤੇ ਕਾਰਵਾਈ ਕਰਨ ਤੋਂ ਪਹਿਲਾਂ ਪਾਠਕ ਆਪਣੀ ਤਸੱਲੀ ਕਰ ਲੈਣ। ਅਦਾਰਾ ਜ਼ਿੰਮੇਵਾਰ ਨਹੀਂ ਹੋਵੇਗਾ। — [597, 1137, 730, 1184]
classified-ad[interactable]: ਫ਼ਿੱਟਨੈੱਸ/ਐਰੋਬਿਕਸ, ਡਾਂਸ ਕਲਾਸਾਂ 99142-64217 — [1330, 1268, 1469, 1304]
check-icon: ✓ — [464, 1124, 472, 1134]
arrow-right-icon: ➜ — [95, 815, 113, 838]
print-registration-marks — [19, 2388, 1469, 2406]
ads-column — [460, 848, 591, 2382]
column-title: ਜੋਤਿਸ਼ — [470, 814, 521, 839]
check-icon: ✓ — [18, 921, 26, 931]
footer-url[interactable]: jagbani.epapr.in//c/15208158 — [102, 2442, 306, 2457]
classified-ad[interactable]: Start from home Multiple Franchises of private Limited Company, Therapy Centre, Shopping Card — [1037, 1159, 1181, 1222]
column-divider — [737, 809, 738, 2380]
subsection-label: ਪਾਠਕਾਂ ਨੂੰ ਸਲਾਹ — [603, 1114, 724, 1133]
classified-title-punjabi: ਕਲਾਸੀਫਾਈਡ — [284, 753, 525, 801]
check-icon: ✓ — [895, 970, 903, 980]
date-line: JALANDHAR ● THURSDAY ● 08.12.2016 — [1048, 30, 1367, 48]
ads-column — [891, 848, 1030, 2382]
story-headline[interactable]: ਭੁਰੀਵਾਲਿਆਂ ਨੂੰ ਆਸਟ੍ਰੇਲੀਆ ਸੰਗਤ ਨੇ ਪਰਥ ਏਅਰਪੋਰਟ ਤੋਂ ਦਿੱਤੀ ਵਿਦਾਇਗੀ — [19, 73, 488, 150]
subsection-label: ਸ਼੍ਰੀ ਸ਼ਿਵ ਸ਼ਕਤੀ — [603, 927, 724, 947]
classified-ad[interactable]: Free Study, No Tuition Fee, Germany, Sweden, Finland, Italy and other European Private and Government Universities — [744, 1111, 884, 1173]
check-icon: ✓ — [164, 921, 172, 931]
classified-ad[interactable]: ਬੈਂਕਾਂ ਵਿੱਚ ਪੱਕੀ ਨੌਕਰੀ 19000, ਹੈਲਪਰ, ਸਫ਼ਾਈ ਸੇਵਕ, ਚਪੜਾਸੀ 92634, 98781-12345 — [160, 1089, 299, 1137]
registration-dot — [1371, 2388, 1384, 2401]
column-title: ਲੋੜ ਹੈ — [23, 814, 73, 839]
check-icon: ✓ — [748, 921, 756, 931]
classified-ad[interactable]: ਅਸਲੀ ਪੀਰ ਬਾਬਾ, ਪ੍ਰੇਮ ਵਿਆਹ 98157-13560 — [597, 1075, 730, 1110]
registration-dot — [19, 2388, 32, 2401]
classified-ad[interactable]: Shapmind Educational Services, Jalandhar urgently require Visa Counsellor and Receptionist cum Telecaster (Female). Contact : 0181-5029900 — [14, 1359, 153, 1435]
classified-ad[interactable]: ਬਾਬਾ ਜੀ - ਪਰਿਵਾਰਕ ਝਗੜੇ, ਨੌਕਰੀ, ਵਿਦੇਸ਼, ਸੰਤਾਨ ਸੁੱਖ, ਵਸ਼ੀਕਰਨ 98150-85660 — [460, 1195, 591, 1243]
ads-column — [14, 848, 153, 2382]
check-icon: ✓ — [1334, 973, 1342, 983]
